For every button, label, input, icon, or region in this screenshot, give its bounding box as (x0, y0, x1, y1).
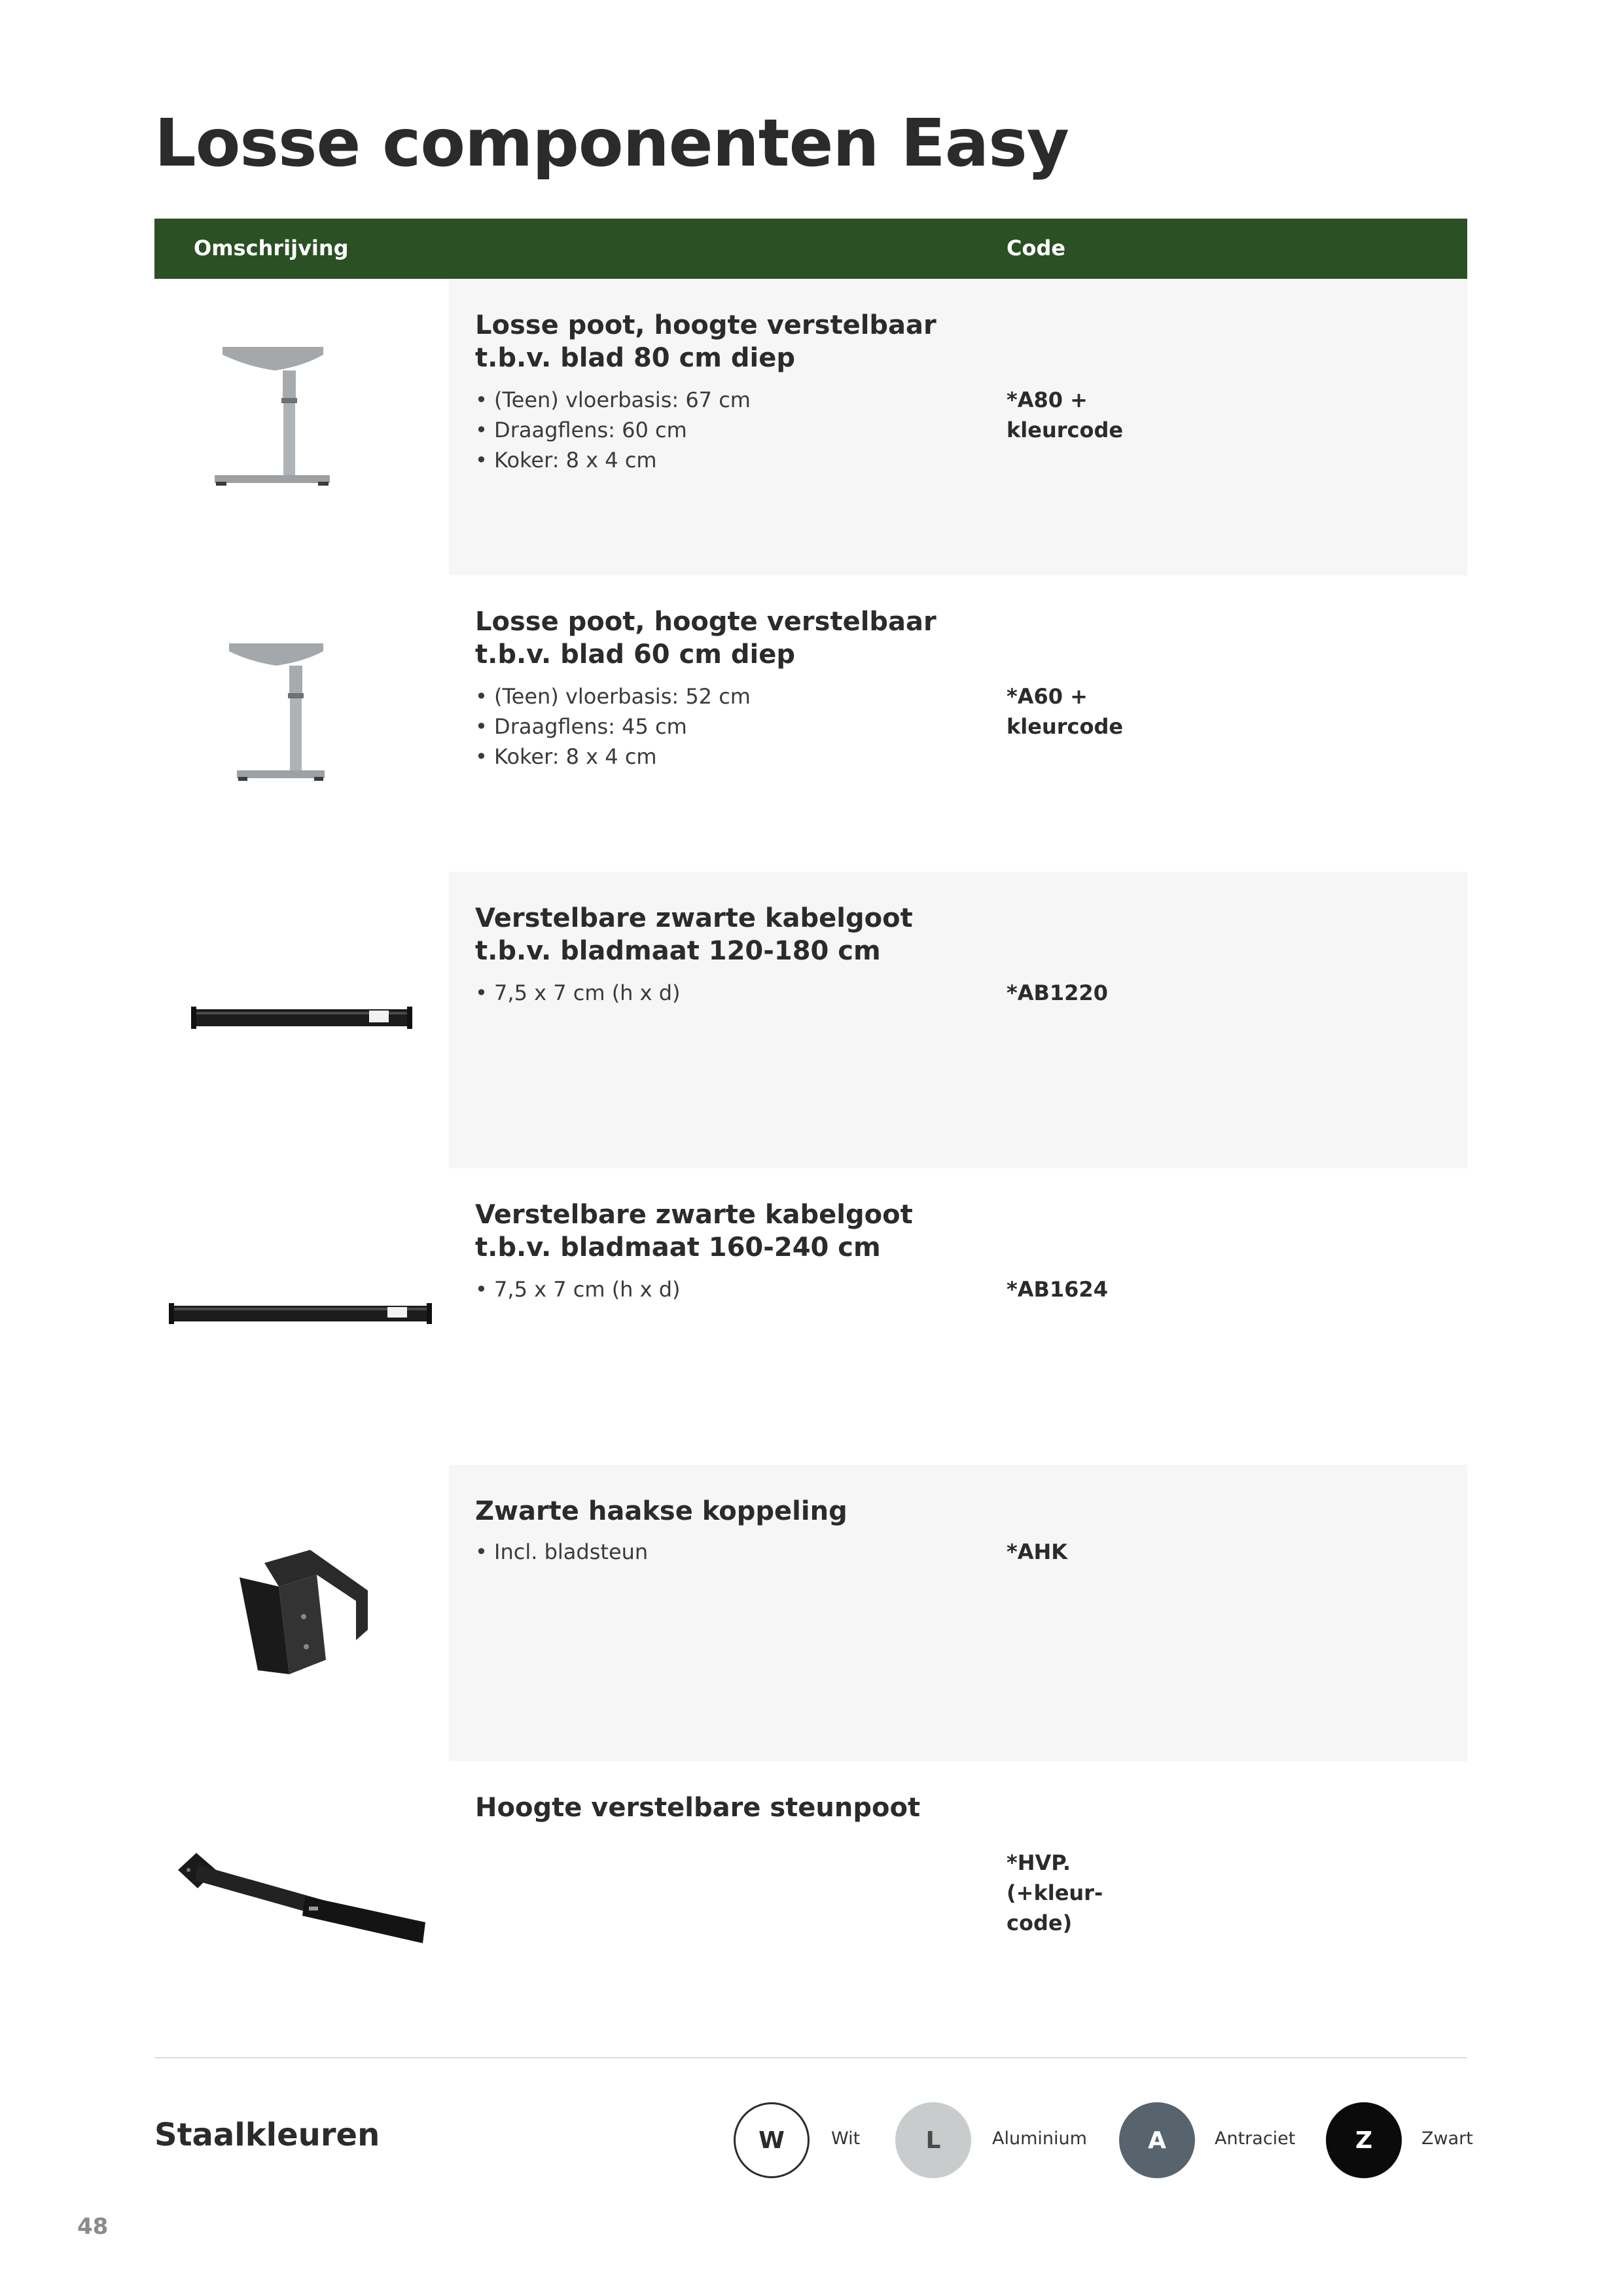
cable-tray-long-image (154, 1168, 449, 1465)
swatch-letter: W (758, 2126, 785, 2154)
component-code: *A60 + kleurcode (1007, 684, 1124, 739)
color-swatch-antraciet (1119, 2102, 1195, 2178)
color-swatch-zwart (1326, 2102, 1402, 2178)
angle-coupling-image (154, 1465, 449, 1761)
spec-item: • (Teen) vloerbasis: 52 cm (475, 681, 751, 711)
page-title: Losse componenten Easy (154, 105, 1069, 181)
swatch-letter: Z (1355, 2126, 1373, 2154)
swatch-label: Wit (831, 2128, 861, 2149)
support-leg-image (154, 1761, 449, 2058)
color-swatch-wit (734, 2102, 810, 2178)
component-code: *AB1624 (1007, 1277, 1108, 1302)
table-row (154, 1168, 1467, 1465)
table-row (154, 872, 1467, 1168)
spec-item: • Draagflens: 60 cm (475, 415, 751, 445)
components-table (154, 219, 1467, 2058)
spec-item: • Koker: 8 x 4 cm (475, 445, 751, 475)
component-name: Verstelbare zwarte kabelgoot t.b.v. bladmaat 160-240 cm (475, 1200, 913, 1263)
component-name: Hoogte verstelbare steunpoot (475, 1793, 921, 1823)
table-row (154, 575, 1467, 872)
page-number: 48 (77, 2214, 109, 2240)
spec-item: • Draagflens: 45 cm (475, 711, 751, 742)
table-row (154, 1761, 1467, 2058)
spec-list (475, 1274, 681, 1304)
component-code: *AB1220 (1007, 980, 1108, 1005)
header-code: Code (1007, 236, 1066, 260)
component-code: *AHK (1007, 1539, 1068, 1564)
section-divider (154, 2057, 1467, 2058)
desk-leg-60-image (154, 575, 449, 872)
component-name: Zwarte haakse koppeling (475, 1496, 847, 1526)
steel-colors-title: Staalkleuren (154, 2117, 380, 2153)
table-row (154, 279, 1467, 575)
spec-item: • Koker: 8 x 4 cm (475, 742, 751, 772)
table-row (154, 1465, 1467, 1761)
spec-item: • (Teen) vloerbasis: 67 cm (475, 385, 751, 415)
table-header (154, 219, 1467, 279)
component-name: Verstelbare zwarte kabelgoot t.b.v. bladmaat 120-180 cm (475, 903, 913, 966)
color-swatch-aluminium (895, 2102, 971, 2178)
spec-item: • 7,5 x 7 cm (h x d) (475, 1274, 681, 1304)
spec-list (475, 978, 681, 1008)
header-description: Omschrijving (194, 236, 349, 260)
component-name: Losse poot, hoogte verstelbaar t.b.v. blad 60 cm diep (475, 607, 936, 670)
swatch-letter: L (925, 2126, 941, 2154)
desk-leg-80-image (154, 279, 449, 575)
spec-list (475, 681, 751, 772)
component-name: Losse poot, hoogte verstelbaar t.b.v. blad 80 cm diep (475, 310, 936, 373)
swatch-letter: A (1148, 2126, 1166, 2154)
swatch-label: Aluminium (992, 2128, 1087, 2149)
spec-list (475, 1537, 648, 1567)
spec-item: • 7,5 x 7 cm (h x d) (475, 978, 681, 1008)
swatch-label: Antraciet (1215, 2128, 1296, 2149)
component-code: *HVP. (+kleur- code) (1007, 1850, 1103, 1935)
spec-item: • Incl. bladsteun (475, 1537, 648, 1567)
swatch-label: Zwart (1421, 2128, 1473, 2149)
cable-tray-short-image (154, 872, 449, 1168)
component-code: *A80 + kleurcode (1007, 387, 1124, 442)
spec-list (475, 385, 751, 475)
